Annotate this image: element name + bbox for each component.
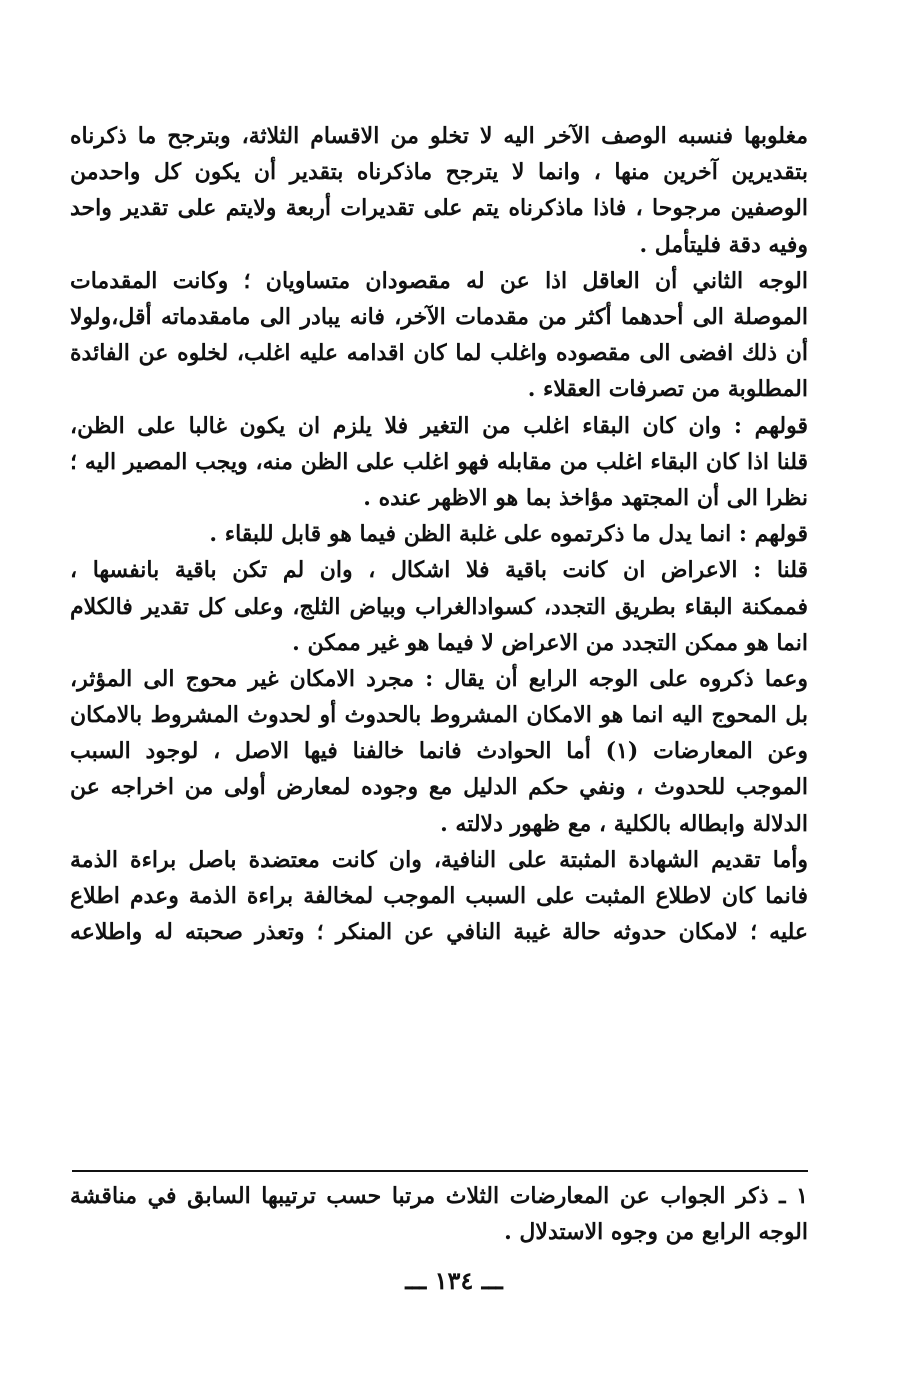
footnote-divider xyxy=(72,1170,808,1172)
text-line: بتقديرين آخرين منها ، وانما لا يترجح ماذكرناه بتقدير أن يكون كل واحدمن xyxy=(70,159,808,186)
text-line: وعن المعارضات (١) أما الحوادث فانما خالفنا فيها الاصل ، لوجود السبب xyxy=(70,738,808,765)
text-line: قولهم : وان كان البقاء اغلب من التغير فلا يلزم ان يكون غالبا على الظن، xyxy=(70,412,808,439)
text-line: وأما تقديم الشهادة المثبتة على النافية، وان كانت معتضدة باصل براءة الذمة xyxy=(70,846,808,873)
text-line: بل المحوج اليه انما هو الامكان المشروط بالحدوث أو لحدوث المشروط بالامكان xyxy=(70,702,808,729)
text-line: الموجب للحدوث ، ونفي حكم الدليل مع وجوده لمعارض أولى من اخراجه عن xyxy=(70,774,808,801)
text-line: قولهم : انما يدل ما ذكرتموه على غلبة الظن فيما هو قابل للبقاء . xyxy=(209,521,808,548)
text-line: وعما ذكروه على الوجه الرابع أن يقال : مجرد الامكان غير محوج الى المؤثر، xyxy=(70,665,808,692)
text-line: أن ذلك افضى الى مقصوده واغلب لما كان اقدامه عليه اغلب، لخلوه عن الفائدة xyxy=(70,340,808,367)
text-line: انما هو ممكن التجدد من الاعراض لا فيما هو غير ممكن . xyxy=(292,629,808,656)
footnote-line: الوجه الرابع من وجوه الاستدلال . xyxy=(504,1219,808,1246)
text-line: عليه ؛ لامكان حدوثه حالة غيبة النافي عن المنكر ؛ وتعذر صحبته له واطلاعه xyxy=(70,919,808,946)
page-number: ـــ ١٣٤ ـــ xyxy=(405,1266,503,1295)
text-line: فممكنة البقاء بطريق التجدد، كسوادالغراب وبياض الثلج، وعلى كل تقدير فالكلام xyxy=(70,593,808,620)
footnote xyxy=(70,1177,808,1251)
text-line: قلنا اذا كان البقاء اغلب من مقابله فهو اغلب على الظن منه، ويجب المصير اليه ؛ xyxy=(70,448,808,475)
text-line: قلنا : الاعراض ان كانت باقية فلا اشكال ، وان لم تكن باقية بانفسها ، xyxy=(70,557,808,584)
text-line: الوصفين مرجوحا ، فاذا ماذكرناه يتم على تقديرات أربعة ولايتم على تقدير واحد xyxy=(70,195,808,222)
text-line: الدلالة وابطاله بالكلية ، مع ظهور دلالته . xyxy=(440,810,808,837)
footnote-line: ١ ـ ذكر الجواب عن المعارضات الثلاث مرتبا حسب ترتيبها السابق في مناقشة xyxy=(70,1183,808,1209)
text-line: نظرا الى أن المجتهد مؤاخذ بما هو الاظهر عنده . xyxy=(363,484,808,511)
text-line: وفيه دقة فليتأمل . xyxy=(639,231,808,258)
text-line: الموصلة الى أحدهما أكثر من مقدمات الآخر، فانه يبادر الى مامقدماته أقل،ولولا xyxy=(70,303,808,330)
text-line: فانما كان لاطلاع المثبت على السبب الموجب لمخالفة براءة الذمة وعدم اطلاع xyxy=(70,883,808,910)
text-line: المطلوبة من تصرفات العقلاء . xyxy=(527,376,808,403)
text-line: الوجه الثاني أن العاقل اذا عن له مقصودان متساويان ؛ وكانت المقدمات xyxy=(70,267,808,294)
text-line: مغلوبها فنسبه الوصف الآخر اليه لا تخلو من الاقسام الثلاثة، وبترجح ما ذكرناه xyxy=(70,123,808,149)
main-text xyxy=(70,118,808,950)
